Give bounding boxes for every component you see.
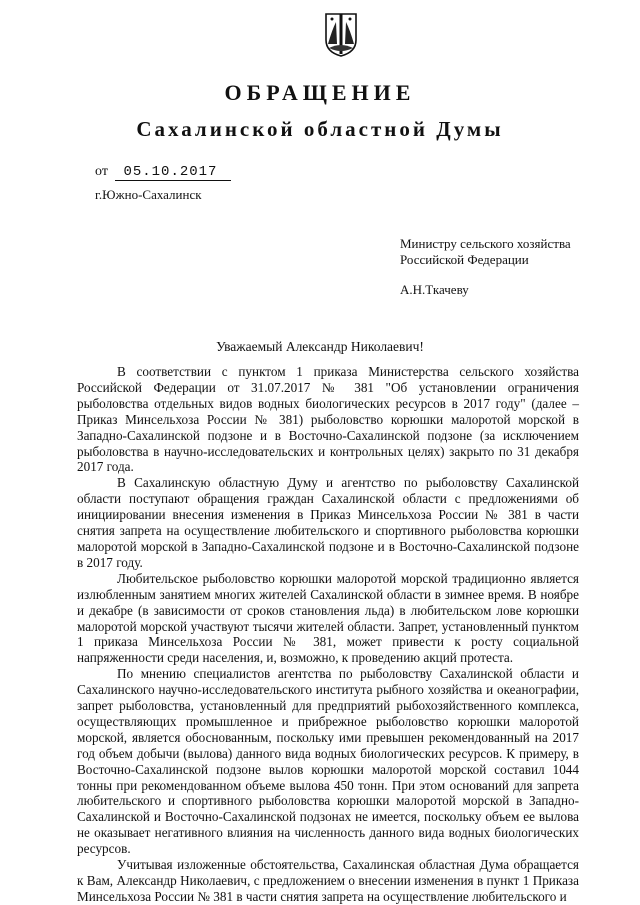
addressee-position bbox=[400, 236, 571, 268]
coat-of-arms-shape bbox=[322, 10, 360, 58]
coat-of-arms-icon bbox=[322, 10, 360, 58]
body-paragraph-3: Любительское рыболовство корюшки малоротой морской традиционно является излюбленным занятием многих жителей Сахалинской области в зимнее время. В ноябре и декабре (в зависимости от сроков становления льда) в любительском лове корюшки малоротой морской участвуют тысячи жителей области. Запрет, установленный пунктом 1 приказа Минсельхоза России № 381, может привести к росту социальной напряженности среди населения, и, возможно, к проведению акций протеста. bbox=[77, 570, 579, 666]
body-paragraph-2: В Сахалинскую областную Думу и агентство по рыболовству Сахалинской области поступают обращения граждан Сахалинской области с предложениями об инициировании внесения изменения в Приказ Минсельхоза России № 381 в части снятия запрета на осуществление любительского и спортивного рыболовства корюшки малоротой морской в Западно-Сахалинской подзоне и в Восточно-Сахалинской подзоне в 2017 году. bbox=[77, 475, 579, 570]
greeting: Уважаемый Александр Николаевич! bbox=[216, 339, 424, 354]
body-paragraph-4: По мнению специалистов агентства по рыболовству Сахалинской области и Сахалинского научно-исследовательского института рыбного хозяйства и океанографии, запрет рыболовства, установленный для предприятий рыбохозяйственного комплекса, осуществляющих промышленное и прибрежное рыболовство корюшки малоротой морской, является обоснованным, поскольку ими превышен рекомендованный на 2017 год объем добычи (вылова) данного вида водных биологических ресурсов. К примеру, в Восточно-Сахалинской подзоне вылов корюшки малоротой морской составил 1044 тонны при рекомендованном объеме вылова 450 тонн. При этом оснований для запрета любительского и спортивного рыболовства корюшки малоротой морской в Западно-Сахалинской и Восточно-Сахалинской подзонах не имеется, поскольку объем ее вылова не оказывает негативного влияния на численность данного вида водных биологических ресурсов. bbox=[77, 666, 579, 857]
document-date: 05.10.2017 bbox=[115, 164, 231, 181]
body-paragraph-1: В соответствии с пунктом 1 приказа Министерства сельского хозяйства Российской Федерации от 31.07.2017 № 381 "Об установлении ограничения рыболовства отдельных видов водных биологических ресурсов в 2017 году" (далее – Приказ Минсельхоза России № 381) рыболовство корюшки малоротой морской в Западно-Сахалинской подзоне и в Восточно-Сахалинской подзоне (за исключением рыболовства в научно-исследовательских и контрольных целях) закрыто по 31 декабря 2017 года. bbox=[77, 364, 579, 475]
addressee-name: А.Н.Ткачеву bbox=[400, 282, 469, 297]
date-line bbox=[95, 164, 231, 181]
body-paragraph-5: Учитывая изложенные обстоятельства, Сахалинская областная Дума обращается к Вам, Александр Николаевич, с предложением о внесении изменения в пункт 1 Приказа Минсельхоза России № 381 в части снятия запрета на осуществление любительского и bbox=[77, 857, 579, 904]
addressee-position-line-2: Российской Федерации bbox=[400, 252, 529, 267]
document-subtitle: Сахалинской областной Думы bbox=[136, 117, 504, 141]
date-prefix: от bbox=[95, 164, 108, 179]
letter-body bbox=[77, 364, 579, 905]
document-city: г.Южно-Сахалинск bbox=[95, 187, 202, 202]
addressee-position-line-1: Министру сельского хозяйства bbox=[400, 236, 571, 251]
document-title: ОБРАЩЕНИЕ bbox=[224, 80, 416, 105]
